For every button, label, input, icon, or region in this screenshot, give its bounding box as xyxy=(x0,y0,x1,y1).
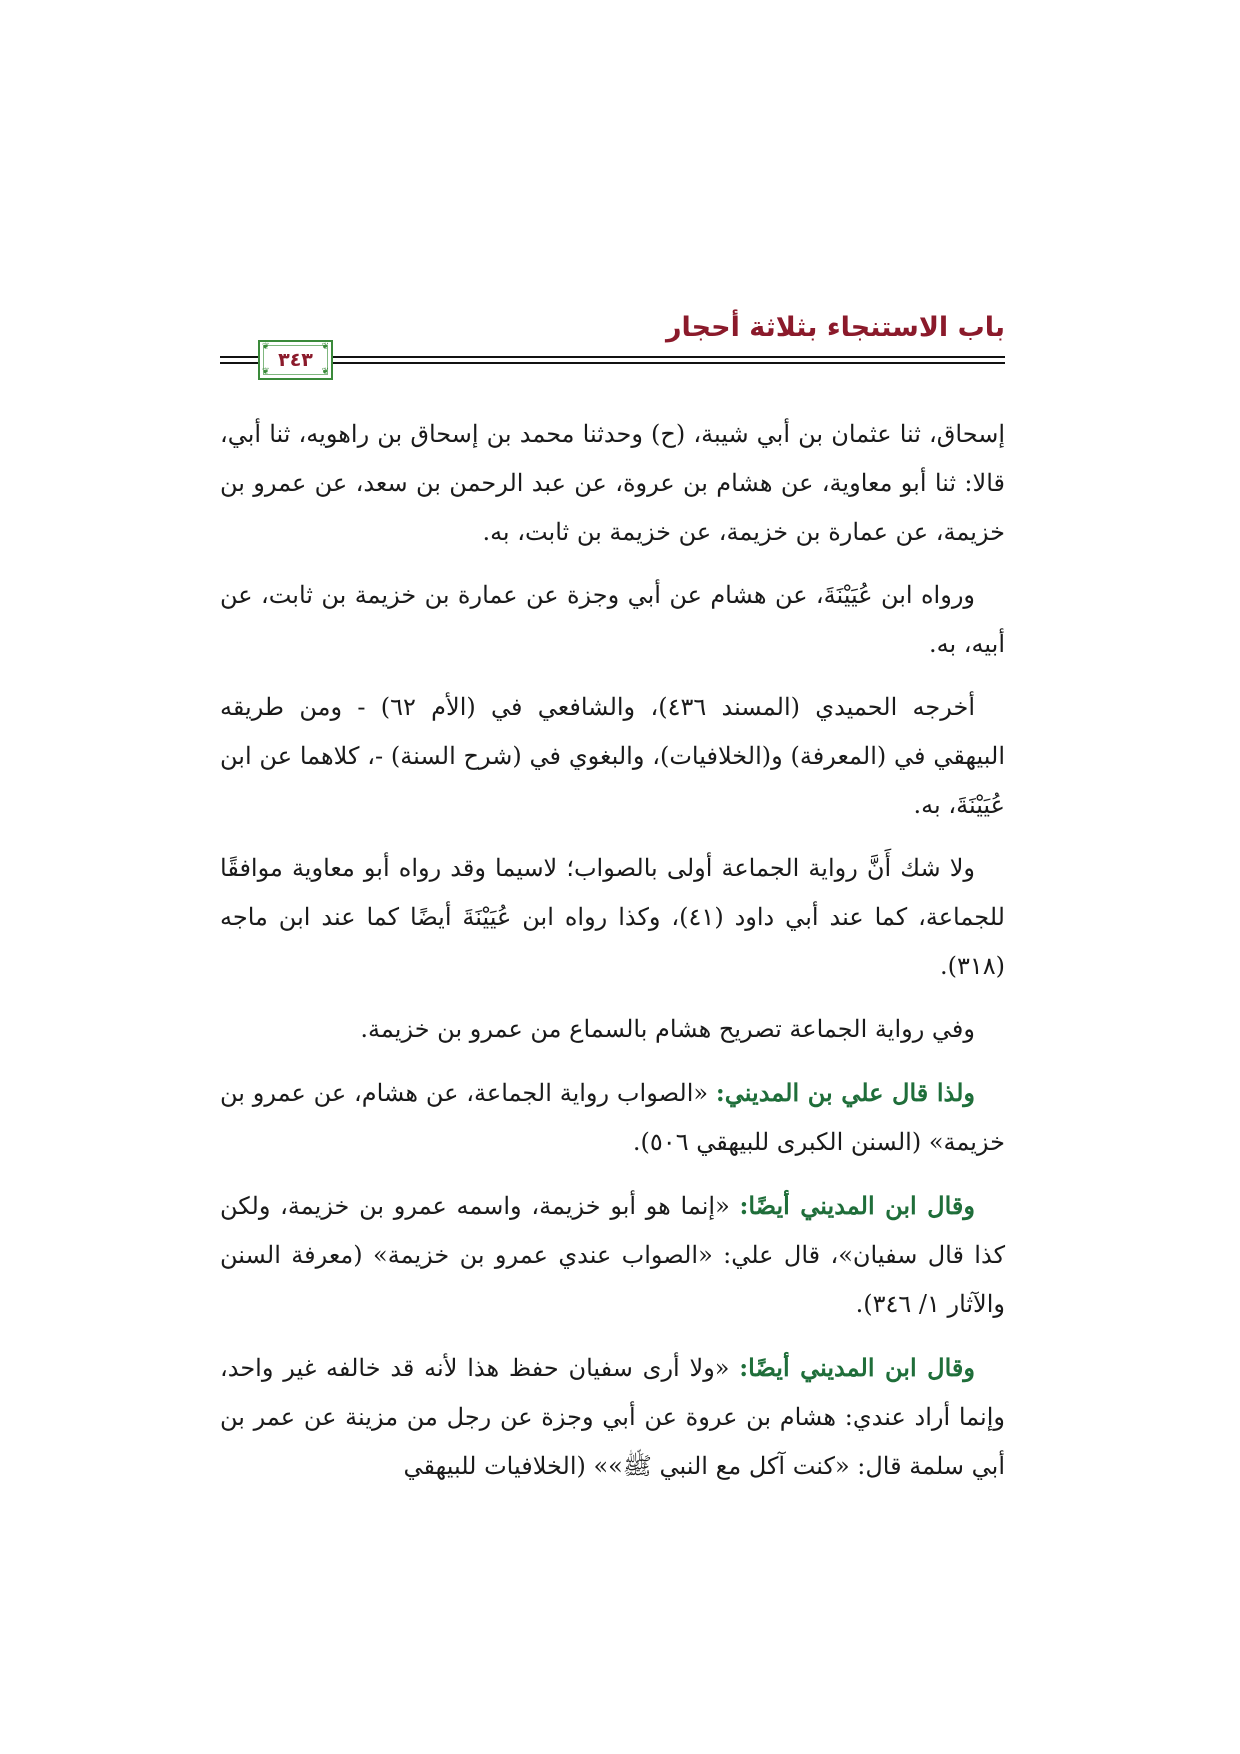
paragraph-ibn-madini-1 xyxy=(220,1068,1005,1167)
ornament-icon: ❦ xyxy=(262,342,270,352)
page-number-frame xyxy=(258,340,333,380)
paragraph-text: ولا شك أَنَّ رواية الجماعة أولى بالصواب؛ لاسيما وقد رواه أبو معاوية موافقًا للجماعة، كما عند أبي داود (٤١)، وكذا رواه ابن عُيَيْنَةَ أيضًا كما عند ابن ماجه (٣١٨). xyxy=(220,854,1005,980)
paragraph-lead: ولذا قال علي بن المديني: xyxy=(715,1078,975,1107)
paragraph-text: إسحاق، ثنا عثمان بن أبي شيبة، (ح) وحدثنا محمد بن إسحاق بن راهويه، ثنا أبي، قالا: ثنا أبو معاوية، عن هشام بن عروة، عن عبد الرحمن بن سعد، عن عمرو بن خزيمة، عن عمارة بن خزيمة، عن خزيمة بن ثابت، به. xyxy=(220,420,1005,546)
paragraph-tasrih xyxy=(220,1005,1005,1054)
paragraph-ibn-uyayna xyxy=(220,571,1005,669)
page-body xyxy=(220,410,1005,1505)
page-number: ٣٤٣ xyxy=(278,349,313,371)
paragraph-lead: وقال ابن المديني أيضًا: xyxy=(739,1191,975,1220)
paragraph-text: «ولا أرى سفيان حفظ هذا لأنه قد خالفه غير واحد، وإنما أراد عندي: هشام بن عروة عن أبي وجزة عن رجل من مزينة عن عمر بن أبي سلمة قال: «كنت آكل مع النبي ﷺ»» (الخلافيات للبيهقي xyxy=(220,1354,1005,1480)
paragraph-text: «الصواب رواية الجماعة، عن هشام، عن عمرو بن خزيمة» (السنن الكبرى للبيهقي ٥٠٦). xyxy=(220,1079,1005,1156)
paragraph-isnad xyxy=(220,410,1005,557)
chapter-title: باب الاستنجاء بثلاثة أحجار xyxy=(666,312,1005,343)
paragraph-ibn-madini-3 xyxy=(220,1343,1005,1491)
ornament-icon: ❦ xyxy=(321,367,329,377)
ornament-icon: ❦ xyxy=(321,342,329,352)
paragraph-text: أخرجه الحميدي (المسند ٤٣٦)، والشافعي في (الأم ٦٢) - ومن طريقه البيهقي في (المعرفة) و(الخلافيات)، والبغوي في (شرح السنة) -، كلاهما عن ابن عُيَيْنَةَ، به. xyxy=(220,693,1005,819)
paragraph-text: وفي رواية الجماعة تصريح هشام بالسماع من عمرو بن خزيمة. xyxy=(360,1015,975,1043)
paragraph-text: ورواه ابن عُيَيْنَةَ، عن هشام عن أبي وجزة عن عمارة بن خزيمة بن ثابت، عن أبيه، به. xyxy=(220,581,1005,658)
paragraph-ibn-madini-2 xyxy=(220,1181,1005,1329)
ornament-icon: ❦ xyxy=(262,367,270,377)
header-rule-bottom xyxy=(220,362,1005,364)
paragraph-takhrij xyxy=(220,683,1005,830)
paragraph-text: «إنما هو أبو خزيمة، واسمه عمرو بن خزيمة، ولكن كذا قال سفيان»، قال علي: «الصواب عندي عمرو بن خزيمة» (معرفة السنن والآثار ١/ ٣٤٦). xyxy=(220,1192,1005,1318)
page-header xyxy=(220,312,1005,382)
paragraph-lead: وقال ابن المديني أيضًا: xyxy=(739,1353,975,1382)
paragraph-tarjih xyxy=(220,844,1005,991)
header-rule-top xyxy=(220,356,1005,358)
